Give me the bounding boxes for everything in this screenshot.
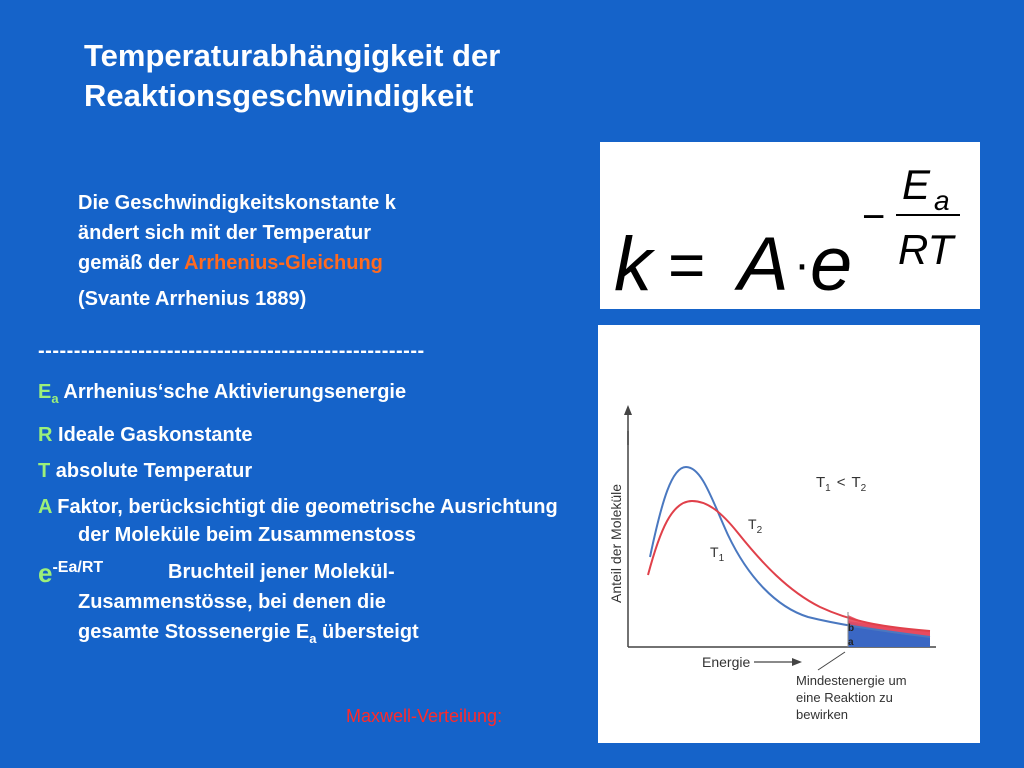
definition-e-line-3: gesamte Stossenergie $E_a$ übersteigt bbox=[78, 621, 419, 646]
definition-ea-text: Arrhenius‘sche Aktivierungsenergie bbox=[63, 381, 407, 403]
definitions-list bbox=[38, 378, 558, 654]
title-line-2: Reaktionsgeschwindigkeit bbox=[84, 78, 474, 113]
y-axis-arrow-icon bbox=[624, 405, 632, 415]
maxwell-label: Maxwell-Verteilung: bbox=[346, 706, 503, 726]
intro-year: (Svante Arrhenius 1889) bbox=[78, 288, 307, 310]
arrhenius-highlight: Arrhenius-Gleichung bbox=[183, 252, 383, 274]
definition-r bbox=[38, 421, 558, 449]
intro-line-3 bbox=[78, 248, 548, 278]
definition-e bbox=[38, 557, 558, 654]
formula-num-sub: a bbox=[934, 185, 950, 216]
symbol-e-exponent: $e^{-Ea/RT}$ bbox=[38, 558, 104, 588]
symbol-a: A bbox=[38, 496, 52, 518]
intro-prefix: gemäß der bbox=[78, 252, 184, 274]
definition-t bbox=[38, 457, 558, 485]
label-a: a bbox=[848, 637, 854, 648]
symbol-t: T bbox=[38, 460, 51, 482]
divider: ------------------------------------------------------ bbox=[38, 340, 425, 362]
maxwell-distribution-graph bbox=[598, 325, 980, 743]
graph-svg bbox=[598, 325, 980, 743]
formula-equals: = bbox=[668, 229, 706, 301]
label-b: b bbox=[848, 623, 855, 634]
definition-a bbox=[38, 493, 558, 549]
definition-e-line-1: Bruchteil jener Molekül- bbox=[168, 561, 395, 583]
intro-line-1: Die Geschwindigkeitskonstante k bbox=[78, 192, 396, 214]
symbol-r: R bbox=[38, 424, 53, 446]
formula-den: RT bbox=[898, 226, 954, 273]
x-arrow-icon bbox=[792, 658, 802, 666]
curve-t2 bbox=[648, 501, 930, 631]
title-line-1: Temperaturabhängigkeit der bbox=[84, 38, 501, 73]
formula-k: k bbox=[614, 222, 652, 307]
label-t2: $T_2$ bbox=[748, 516, 763, 536]
caption-line-2: eine Reaktion zu bbox=[796, 690, 893, 705]
definition-e-line-2: Zusammenstösse, bei denen die bbox=[78, 591, 386, 613]
definition-a-text: Faktor, berücksichtigt die geometrische Ausrichtung der Moleküle beim Zusammenstoss bbox=[57, 496, 558, 546]
threshold-pointer bbox=[818, 652, 845, 670]
x-axis-label: Energie bbox=[702, 654, 751, 670]
caption-line-3: bewirken bbox=[796, 707, 849, 722]
intro-text bbox=[78, 188, 548, 314]
intro-line-2: ändert sich mit der Temperatur bbox=[78, 222, 372, 244]
formula-num-e: E bbox=[902, 161, 931, 208]
definition-t-text: absolute Temperatur bbox=[55, 460, 253, 482]
definition-ea bbox=[38, 378, 558, 413]
formula-a: A bbox=[738, 222, 789, 307]
slide-title bbox=[84, 36, 644, 116]
arrhenius-formula bbox=[600, 142, 980, 309]
y-axis-label: Anteil der Moleküle bbox=[608, 483, 624, 603]
label-t1: $T_1$ bbox=[710, 544, 725, 564]
symbol-ea: $E_a$ bbox=[38, 381, 59, 406]
formula-e: e bbox=[810, 222, 853, 307]
definition-r-text: Ideale Gaskonstante bbox=[58, 424, 253, 446]
caption-line-1: Mindestenergie um bbox=[796, 673, 907, 688]
condition-label bbox=[816, 474, 867, 494]
formula-dot: · bbox=[794, 238, 810, 291]
curve-t1 bbox=[650, 467, 930, 637]
formula-svg bbox=[600, 142, 980, 309]
svg-text:T1<T2: $T_1 < T_2$ bbox=[816, 474, 867, 494]
formula-minus: − bbox=[862, 195, 886, 239]
